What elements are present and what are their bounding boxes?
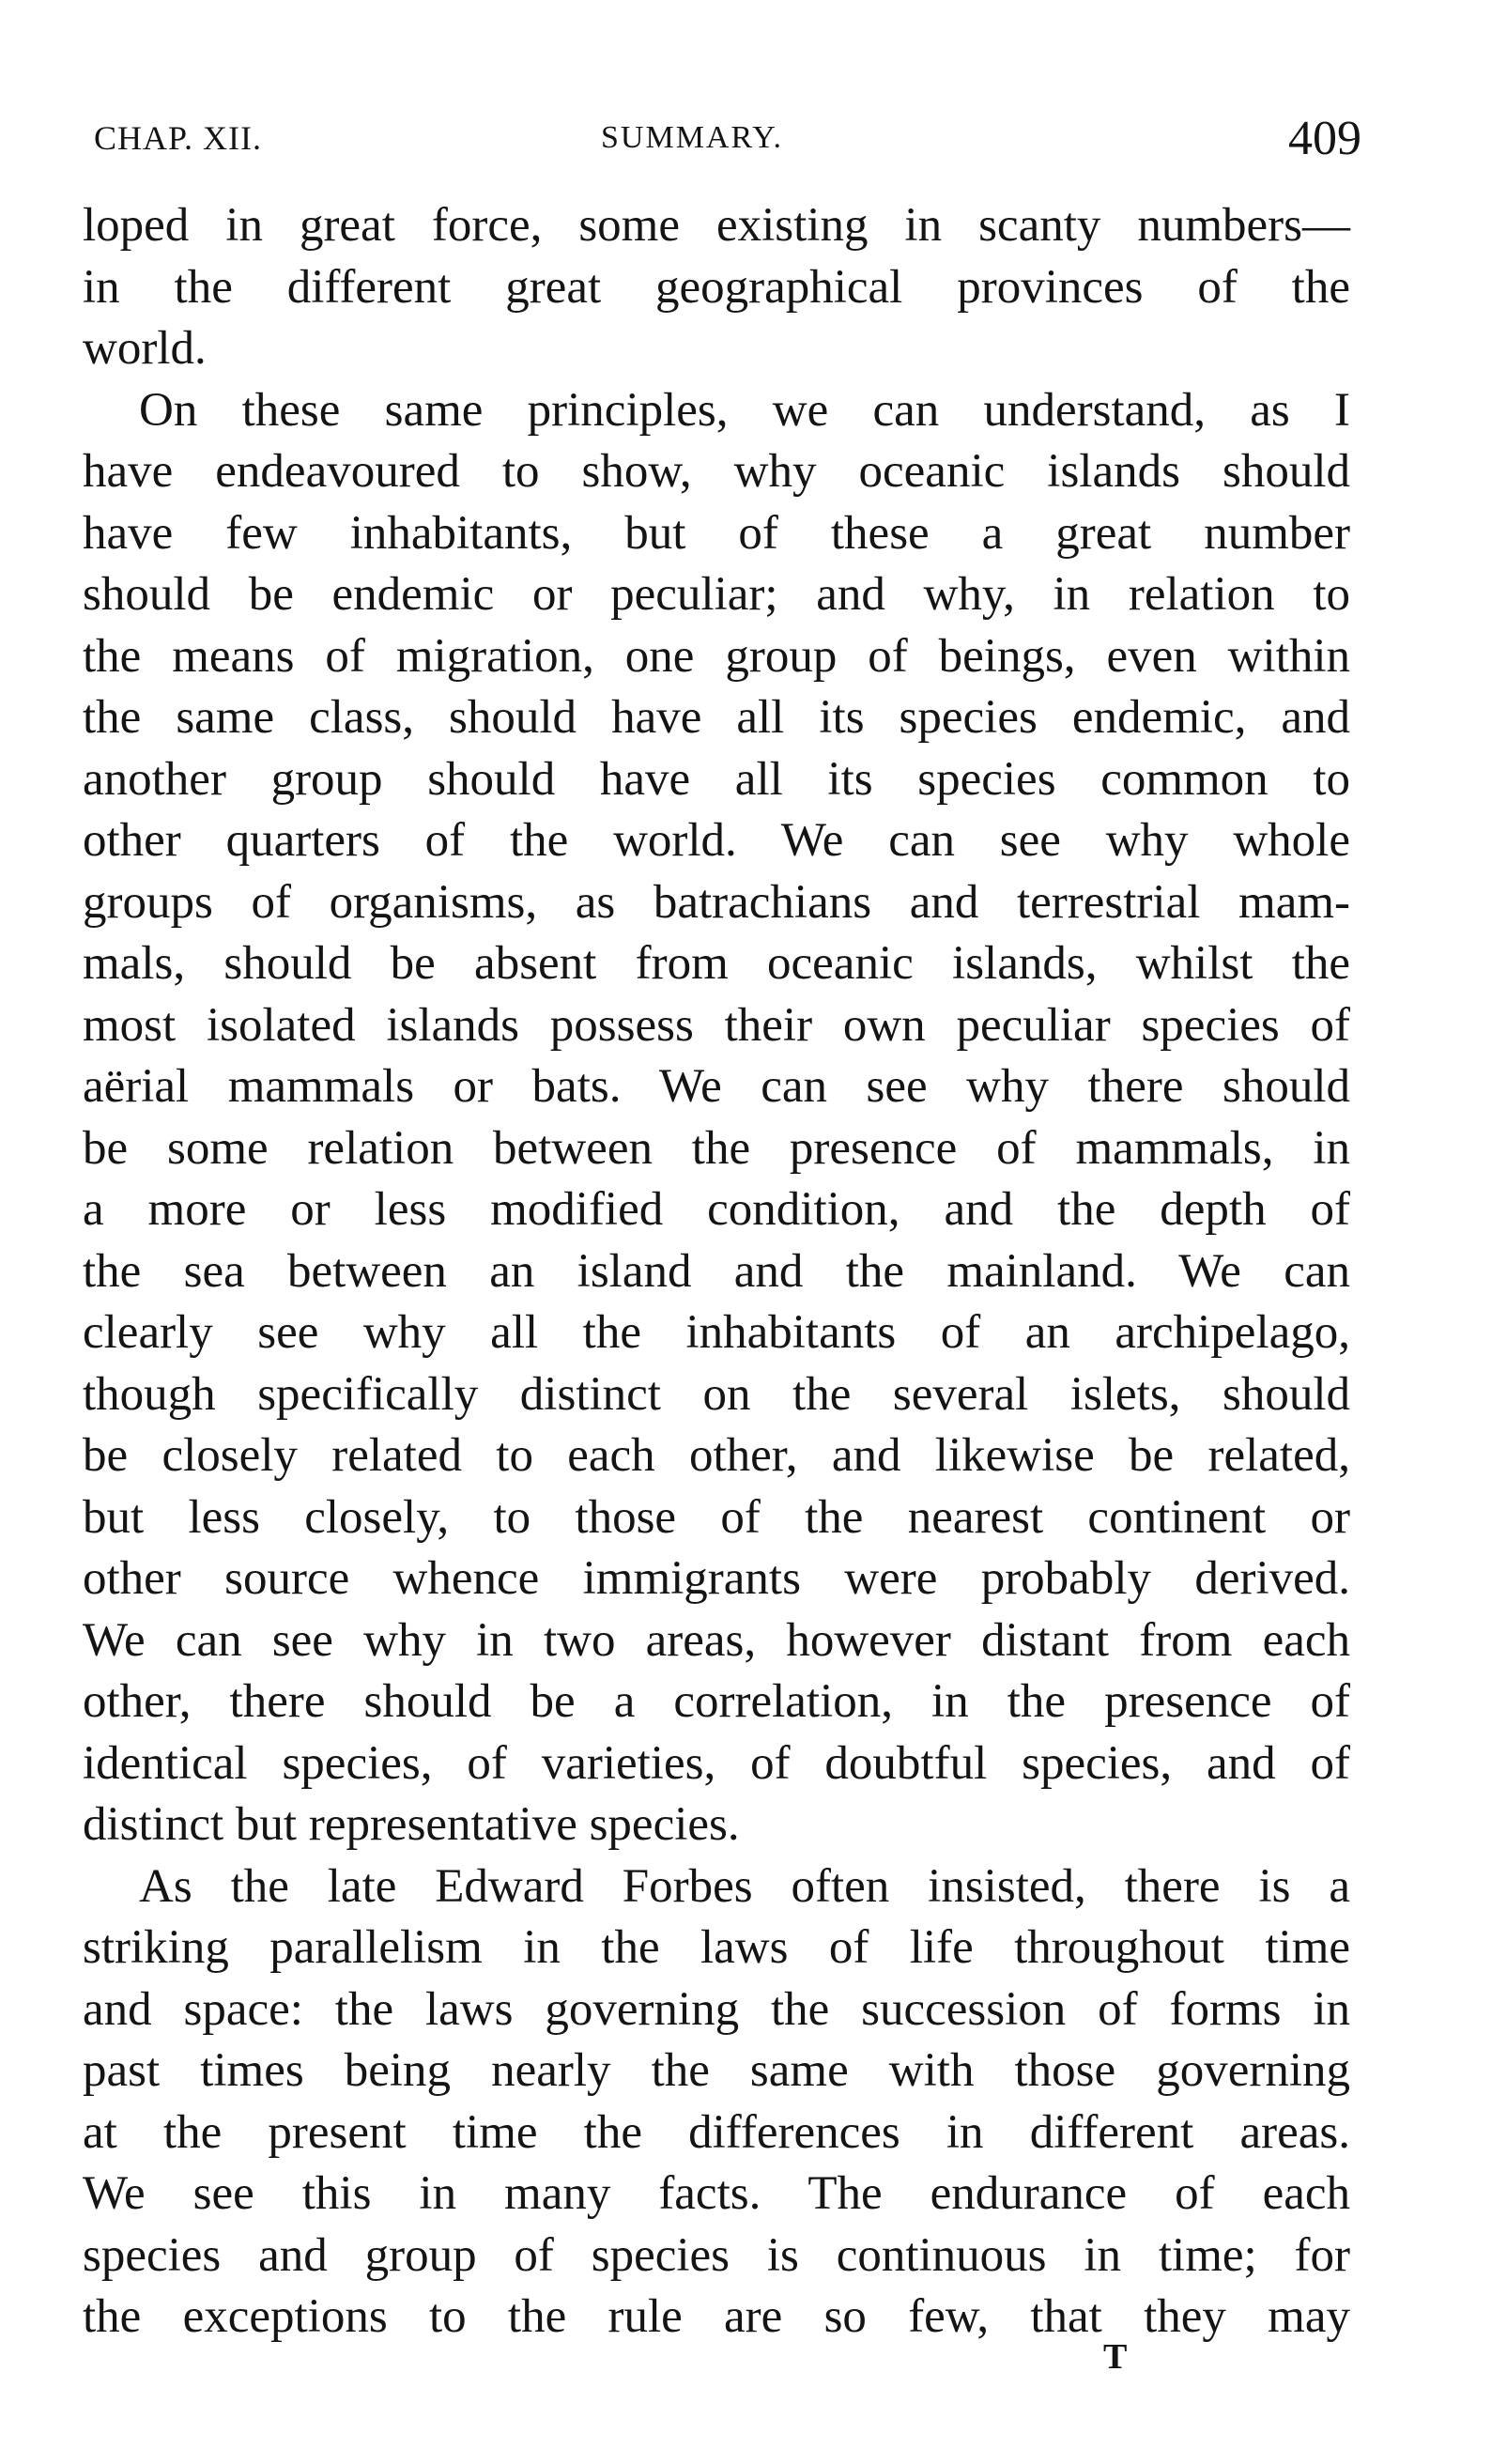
paragraph-start-line: On these same principles, we can understand, as I xyxy=(139,383,1350,437)
text-line: other, there should be a correlation, in the presence of xyxy=(83,1675,1350,1728)
text-line: We can see why in two areas, however distant from each xyxy=(83,1613,1350,1667)
section-title: SUMMARY. xyxy=(601,120,783,155)
text-line: other source whence immigrants were probably derived. xyxy=(83,1552,1350,1605)
text-line: and space: the laws governing the succession of forms in xyxy=(83,1982,1350,2036)
text-line: distinct but representative species. xyxy=(83,1798,740,1851)
chapter-label: CHAP. XII. xyxy=(94,119,263,157)
text-line: groups of organisms, as batrachians and terrestrial mam- xyxy=(83,875,1350,929)
text-line: identical species, of varieties, of doubtful species, and of xyxy=(83,1736,1350,1790)
text-line: other quarters of the world. We can see why whole xyxy=(83,814,1350,867)
signature-mark: T xyxy=(1103,2337,1128,2377)
paragraph-start-line: As the late Edward Forbes often insisted, there is a xyxy=(139,1859,1350,1913)
text-line: species and group of species is continuous in time; for xyxy=(83,2228,1350,2282)
text-line: be closely related to each other, and likewise be related, xyxy=(83,1429,1350,1482)
text-line: aërial mammals or bats. We can see why there should xyxy=(83,1060,1350,1113)
text-line: striking parallelism in the laws of life throughout time xyxy=(83,1921,1350,1974)
text-line: the sea between an island and the mainland. We can xyxy=(83,1244,1350,1298)
text-line: the same class, should have all its species endemic, and xyxy=(83,691,1350,744)
page-number: 409 xyxy=(1288,112,1361,165)
text-line: in the different great geographical provinces of the xyxy=(83,260,1350,314)
text-line: most isolated islands possess their own peculiar species of xyxy=(83,998,1350,1052)
text-line: be some relation between the presence of mammals, in xyxy=(83,1121,1350,1175)
text-line: world. xyxy=(83,322,207,375)
text-line: past times being nearly the same with those governing xyxy=(83,2044,1350,2097)
text-line: another group should have all its species common to xyxy=(83,752,1350,806)
text-line: mals, should be absent from oceanic islands, whilst the xyxy=(83,937,1350,990)
text-line: at the present time the differences in different areas. xyxy=(83,2105,1350,2159)
text-line: though specifically distinct on the several islets, should xyxy=(83,1367,1350,1421)
text-line: should be endemic or peculiar; and why, in relation to xyxy=(83,568,1350,621)
text-line: have endeavoured to show, why oceanic islands should xyxy=(83,445,1350,498)
text-line: the means of migration, one group of beings, even within xyxy=(83,629,1350,683)
running-head xyxy=(94,111,1361,167)
text-line: have few inhabitants, but of these a great number xyxy=(83,506,1350,560)
text-line: loped in great force, some existing in scanty numbers— xyxy=(83,199,1350,252)
text-line: a more or less modified condition, and the depth of xyxy=(83,1183,1350,1236)
text-line: the exceptions to the rule are so few, that they may xyxy=(83,2290,1350,2343)
text-line: We see this in many facts. The endurance of each xyxy=(83,2167,1350,2220)
text-line: but less closely, to those of the nearest continent or xyxy=(83,1490,1350,1544)
text-line: clearly see why all the inhabitants of an archipelago, xyxy=(83,1306,1350,1359)
body-text xyxy=(83,195,1350,2348)
